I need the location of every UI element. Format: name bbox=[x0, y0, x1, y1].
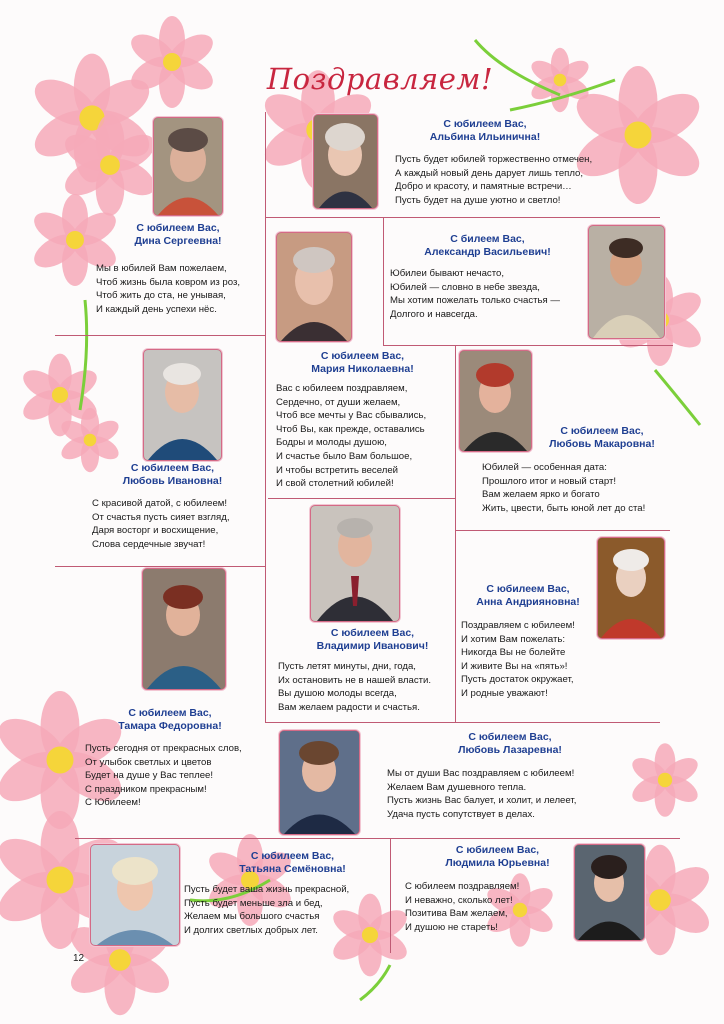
verse-line: И долгих светлых добрых лет. bbox=[184, 924, 318, 936]
verse-line: И каждый день успехи нёс. bbox=[96, 303, 217, 315]
verse-line: Юбилей — словно в небе звезда, bbox=[390, 281, 540, 293]
greeting-name: Любовь Ивановна! bbox=[122, 475, 223, 487]
verse-lyubov-lazarevna bbox=[387, 767, 576, 821]
greeting-tamara bbox=[80, 707, 260, 733]
greeting-name: Александр Васильевич! bbox=[424, 246, 551, 258]
greeting-line: С юбилеем Вас, bbox=[560, 425, 644, 437]
verse-line: Мы хотим пожелать только счастья — bbox=[390, 295, 560, 307]
divider bbox=[265, 722, 660, 723]
portrait-photo-lyudmila bbox=[574, 844, 645, 941]
divider bbox=[75, 838, 680, 839]
divider bbox=[265, 112, 266, 217]
verse-line: От счастья пусть сияет взгляд, bbox=[92, 511, 230, 523]
verse-anna bbox=[461, 619, 575, 701]
portrait-photo-lyubov-ivanovna bbox=[143, 349, 222, 461]
verse-line: Прошлого итог и новый старт! bbox=[482, 475, 617, 487]
verse-line: Даря восторг и восхищение, bbox=[92, 525, 219, 537]
verse-albina bbox=[395, 153, 592, 207]
verse-aleksandr bbox=[390, 267, 560, 321]
portrait-photo-lyubov-makarovna bbox=[459, 350, 532, 452]
verse-line: И живите Вы на «пять»! bbox=[461, 660, 568, 672]
greeting-name: Дина Сергеевна! bbox=[134, 235, 222, 247]
greeting-name: Мария Николаевна! bbox=[311, 363, 414, 375]
verse-maria bbox=[276, 382, 426, 491]
verse-line: Пусть будет на душе уютно и светло! bbox=[395, 194, 561, 206]
divider bbox=[55, 335, 265, 336]
greeting-line: С юбилеем Вас, bbox=[443, 118, 527, 130]
portrait-photo-tamara bbox=[142, 568, 226, 690]
verse-dina bbox=[96, 262, 240, 316]
verse-line: Добро и красоту, и памятные встречи… bbox=[395, 181, 572, 193]
verse-line: Желаем Вам душевного тепла. bbox=[387, 781, 527, 793]
verse-line: Пусть будет ваша жизнь прекрасной, bbox=[184, 884, 350, 895]
verse-line: И хотим Вам пожелать: bbox=[461, 633, 566, 645]
verse-line: С юбилеем поздравляем! bbox=[405, 881, 520, 892]
greeting-vladimir bbox=[290, 627, 455, 653]
greeting-name: Любовь Лазаревна! bbox=[458, 744, 562, 756]
greeting-line: С юбилеем Вас, bbox=[320, 350, 405, 362]
verse-lyubov-ivanovna bbox=[92, 497, 230, 551]
verse-line: Юбилеи бывают нечасто, bbox=[390, 268, 504, 279]
divider bbox=[455, 345, 456, 722]
verse-line: А каждый новый день дарует лишь тепло, bbox=[395, 167, 584, 179]
greeting-name: Владимир Иванович! bbox=[316, 640, 429, 652]
verse-line: Пусть будет юбилей торжественно отмечен, bbox=[395, 154, 593, 165]
verse-line: Вам желаем ярко и богато bbox=[482, 489, 600, 501]
verse-line: Юбилей — особенная дата: bbox=[482, 462, 607, 473]
greeting-line: С юбилеем Вас, bbox=[486, 583, 570, 595]
verse-line: Вам желаем радости и счастья. bbox=[278, 701, 420, 713]
verse-line: Позитива Вам желаем, bbox=[405, 908, 508, 920]
verse-line: С Юбилеем! bbox=[85, 797, 141, 809]
portrait-photo-vladimir bbox=[310, 505, 400, 622]
verse-line: Будет на душе у Вас теплее! bbox=[85, 770, 214, 782]
greeting-line: С юбилеем Вас, bbox=[455, 844, 540, 856]
verse-line: Мы в юбилей Вам пожелаем, bbox=[96, 263, 227, 274]
verse-line: И свой столетний юбилей! bbox=[276, 478, 394, 490]
divider bbox=[455, 530, 670, 531]
divider bbox=[383, 345, 673, 346]
greeting-lyubov-makarovna bbox=[527, 425, 677, 451]
verse-line: Бодры и молоды душою, bbox=[276, 437, 387, 449]
greeting-lyubov-lazarevna bbox=[420, 731, 600, 757]
verse-line: Чтоб жить до ста, не унывая, bbox=[96, 290, 226, 302]
greeting-line: С юбилеем Вас, bbox=[128, 707, 212, 719]
greeting-name: Анна Андрияновна! bbox=[476, 596, 580, 608]
verse-line: Сердечно, от души желаем, bbox=[276, 396, 401, 408]
page-number: 12 bbox=[73, 953, 85, 964]
verse-line: Удача пусть сопутствует в делах. bbox=[387, 808, 535, 820]
portrait-photo-lyubov-lazarevna bbox=[279, 730, 360, 835]
verse-line: Пусть летят минуты, дни, года, bbox=[278, 661, 416, 672]
verse-line: Слова сердечные звучат! bbox=[92, 538, 206, 550]
greeting-line: С юбилеем Вас, bbox=[250, 850, 335, 862]
verse-line: Поздравляем с юбилеем! bbox=[461, 620, 575, 631]
divider bbox=[383, 217, 384, 345]
verse-line: Пусть сегодня от прекрасных слов, bbox=[85, 743, 242, 754]
verse-line: Вы душою молоды всегда, bbox=[278, 688, 397, 700]
verse-line: Чтоб все мечты у Вас сбывались, bbox=[276, 410, 427, 422]
page-title: Поздравляем! bbox=[266, 62, 494, 96]
divider bbox=[265, 217, 660, 218]
verse-line: Вас с юбилеем поздравляем, bbox=[276, 383, 408, 394]
verse-line: Мы от души Вас поздравляем с юбилеем! bbox=[387, 768, 575, 779]
greeting-aleksandr bbox=[400, 233, 575, 259]
greeting-dina bbox=[88, 222, 268, 248]
greeting-name: Людмила Юрьевна! bbox=[445, 857, 550, 869]
verse-tatyana bbox=[184, 883, 349, 937]
verse-line: Никогда Вы не болейте bbox=[461, 647, 566, 659]
greeting-albina bbox=[385, 118, 585, 144]
verse-line: И родные уважают! bbox=[461, 687, 548, 699]
portrait-photo-albina bbox=[313, 114, 378, 209]
verse-line: С красивой датой, с юбилеем! bbox=[92, 498, 228, 509]
greeting-name: Татьяна Семёновна! bbox=[239, 863, 346, 875]
verse-line: С праздником прекрасным! bbox=[85, 783, 207, 795]
verse-line: Пусть будет меньше зла и бед, bbox=[184, 897, 323, 909]
greeting-name: Тамара Федоровна! bbox=[118, 720, 222, 732]
greeting-line: С билеем Вас, bbox=[450, 233, 525, 245]
verse-line: И душою не стареть! bbox=[405, 921, 498, 933]
portrait-photo-tatyana bbox=[90, 844, 180, 946]
verse-line: Пусть достаток окружает, bbox=[461, 674, 574, 686]
verse-line: Долгого и навсегда. bbox=[390, 308, 478, 320]
greeting-line: С юбилеем Вас, bbox=[130, 462, 215, 474]
portrait-photo-aleksandr bbox=[588, 225, 665, 339]
greeting-tatyana bbox=[205, 850, 380, 876]
verse-line: И счастье было Вам большое, bbox=[276, 450, 413, 462]
verse-line: Их остановить не в нашей власти. bbox=[278, 674, 432, 686]
greeting-anna bbox=[458, 583, 598, 609]
verse-line: Чтоб Вы, как прежде, оставались bbox=[276, 423, 425, 435]
verse-line: И чтобы встретить веселей bbox=[276, 464, 399, 476]
greeting-name: Альбина Ильинична! bbox=[429, 131, 541, 143]
divider bbox=[265, 217, 266, 722]
verse-line: И неважно, сколько лет! bbox=[405, 894, 513, 906]
verse-line: От улыбок светлых и цветов bbox=[85, 756, 212, 768]
verse-tamara bbox=[85, 742, 242, 810]
greeting-lyudmila bbox=[430, 844, 565, 870]
divider bbox=[268, 498, 455, 499]
verse-line: Желаем мы большого счастья bbox=[184, 911, 320, 923]
verse-line: Пусть жизнь Вас балует, и холит, и лелеет, bbox=[387, 795, 577, 807]
greeting-lyubov-ivanovna bbox=[85, 462, 260, 488]
greeting-line: С юбилеем Вас, bbox=[136, 222, 220, 234]
verse-line: Чтоб жизнь была ковром из роз, bbox=[96, 276, 241, 288]
portrait-photo-dina bbox=[153, 117, 223, 216]
portrait-photo-maria bbox=[276, 232, 352, 342]
verse-line: Жить, цвести, быть юной лет до ста! bbox=[482, 502, 646, 514]
divider bbox=[390, 838, 391, 953]
portrait-photo-anna bbox=[597, 537, 665, 639]
greeting-maria bbox=[275, 350, 450, 376]
greeting-line: С юбилеем Вас, bbox=[330, 627, 415, 639]
divider bbox=[55, 566, 265, 567]
greeting-name: Любовь Макаровна! bbox=[549, 438, 655, 450]
verse-lyubov-makarovna bbox=[482, 461, 645, 515]
greeting-line: С юбилеем Вас, bbox=[468, 731, 552, 743]
verse-vladimir bbox=[278, 660, 431, 714]
verse-lyudmila bbox=[405, 880, 519, 934]
